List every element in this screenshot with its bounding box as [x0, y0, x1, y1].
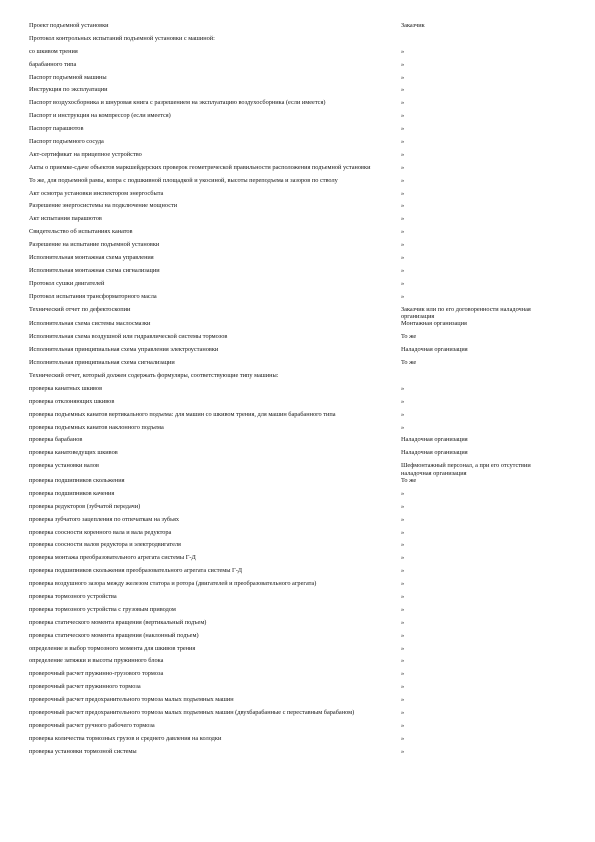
table-row [29, 61, 574, 74]
document-item: проверочный расчет предохранительного тормоза малых подъемных машин (двухбарабанные с переставным барабаном) [29, 709, 355, 717]
document-item: проверка отклоняющих шкивов [29, 397, 115, 405]
document-item: со шкивом трения [29, 47, 78, 55]
document-item: Исполнительная схема системы маслосмазки [29, 320, 151, 328]
responsible-party: » [401, 241, 405, 249]
document-item: проверочный расчет пружинного тормоза [29, 683, 141, 691]
table-row [29, 606, 574, 619]
table-row [29, 280, 574, 293]
table-row [29, 320, 574, 333]
table-row [29, 436, 574, 449]
responsible-party: » [401, 150, 405, 158]
document-item: проверка соосности коренного вала и вала редуктора [29, 528, 172, 536]
document-item: проверка канатоведущих шкивов [29, 449, 118, 457]
responsible-party: » [401, 384, 405, 392]
document-item: Паспорт воздухосборника и шнуровая книга с разрешением на эксплуатацию воздухосборника (если имеется) [29, 99, 326, 107]
table-row [29, 372, 574, 385]
document-item: проверка подшипников скольжения [29, 477, 125, 485]
table-row [29, 35, 574, 48]
responsible-party: » [401, 125, 405, 133]
responsible-party: » [401, 86, 405, 94]
table-row [29, 722, 574, 735]
document-item: проверка барабанов [29, 436, 83, 444]
document-item: проверка тормозного устройства с грузовым приводом [29, 605, 176, 613]
table-row [29, 215, 574, 228]
document-item: Исполнительная схема воздушной или гидравлической системы тормозов [29, 333, 228, 341]
responsible-party: Наладочная организация [401, 436, 468, 444]
responsible-party: » [401, 228, 405, 236]
table-row [29, 359, 574, 372]
responsible-party: » [401, 138, 405, 146]
responsible-party: » [401, 73, 405, 81]
responsible-party: » [401, 502, 405, 510]
responsible-party: » [401, 176, 405, 184]
table-row [29, 632, 574, 645]
responsible-party: То же [401, 333, 417, 341]
responsible-party: » [401, 528, 405, 536]
document-item: Проект подъемной установки [29, 22, 109, 29]
table-row [29, 398, 574, 411]
table-row [29, 306, 574, 321]
responsible-party: » [401, 112, 405, 120]
document-item: проверка подъемных канатов вертикального подъема: для машин со шкивом трения, для машин барабанного типа [29, 410, 336, 418]
table-row [29, 241, 574, 254]
responsible-party: Монтажная организация [401, 320, 467, 328]
table-row [29, 151, 574, 164]
document-item: Технический отчет, который должен содержать формуляры, соответствующие типу машины: [29, 371, 279, 379]
document-item: проверка подшипников качения [29, 489, 115, 497]
responsible-party: » [401, 266, 405, 274]
document-item: проверка подъемных канатов наклонного подъема [29, 423, 164, 431]
table-row [29, 74, 574, 87]
table-row [29, 449, 574, 462]
document-item: Исполнительная принципиальная схема управления электроустановки [29, 346, 219, 354]
document-item: проверка статического момента вращения (наклонный подъем) [29, 631, 199, 639]
document-item: проверка установки тормозной системы [29, 747, 137, 755]
document-item: Паспорт и инструкция на компрессор (если имеется) [29, 112, 171, 120]
responsible-party: » [401, 99, 405, 107]
document-item: проверочный расчет пружинно-грузового тормоза [29, 670, 164, 678]
responsible-party: » [401, 423, 405, 431]
table-row [29, 22, 574, 35]
responsible-party: » [401, 515, 405, 523]
document-item: проверка подшипников скольжения преобразовательного агрегата системы Г-Д [29, 567, 243, 575]
responsible-party: » [401, 709, 405, 717]
table-row [29, 267, 574, 280]
responsible-party: Заказчик [401, 22, 425, 29]
responsible-party: Заказчик или по его договоренности наладочная организация [401, 305, 531, 320]
table-row [29, 554, 574, 567]
table-row [29, 202, 574, 215]
responsible-party: » [401, 631, 405, 639]
responsible-party: » [401, 202, 405, 210]
document-item: Акт испытания парашютов [29, 215, 102, 223]
responsible-party: » [401, 163, 405, 171]
table-row [29, 645, 574, 658]
document-item: Разрешение на испытание подъемной установки [29, 241, 160, 249]
responsible-party: » [401, 618, 405, 626]
responsible-party: » [401, 215, 405, 223]
document-item: проверка зубчатого зацепления по отпечаткам на зубьях [29, 515, 180, 523]
responsible-party: » [401, 670, 405, 678]
responsible-party: » [401, 410, 405, 418]
document-item: Акт-сертификат на прицепное устройство [29, 150, 142, 158]
document-item: Протокол испытания трансформаторного масла [29, 292, 157, 300]
responsible-party: » [401, 567, 405, 575]
table-row [29, 164, 574, 177]
table-row [29, 477, 574, 490]
table-row [29, 735, 574, 748]
table-row [29, 228, 574, 241]
table-row [29, 125, 574, 138]
document-item: проверка соосности валов редуктора и электродвигателя [29, 541, 181, 549]
responsible-party: » [401, 721, 405, 729]
table-row [29, 424, 574, 437]
table-row [29, 541, 574, 554]
responsible-party: » [401, 657, 405, 665]
responsible-party: » [401, 489, 405, 497]
table-row [29, 709, 574, 722]
responsible-party: » [401, 580, 405, 588]
table-row [29, 48, 574, 61]
table-row [29, 177, 574, 190]
table-row [29, 346, 574, 359]
responsible-party: » [401, 554, 405, 562]
table-row [29, 385, 574, 398]
table-row [29, 619, 574, 632]
table-row [29, 293, 574, 306]
document-item: проверка воздушного зазора между железом статора и ротора (двигателей и преобразовательного агрегата) [29, 580, 317, 588]
document-item: определение затяжки и высоты пружинного блока [29, 657, 164, 665]
responsible-party: Наладочная организация [401, 449, 468, 457]
responsible-party: » [401, 254, 405, 262]
document-item: проверочный расчет предохранительного тормоза малых подъемных машин [29, 696, 234, 704]
responsibility-table [29, 22, 574, 761]
document-item: Акт осмотра установки инспектором энергосбыта [29, 189, 164, 197]
document-item: проверка статического момента вращения (вертикальный подъем) [29, 618, 207, 626]
table-row [29, 254, 574, 267]
responsible-party: » [401, 734, 405, 742]
document-item: проверка редукторов (зубчатой передачи) [29, 502, 141, 510]
responsible-party: » [401, 189, 405, 197]
document-item: проверочный расчет ручного рабочего тормоза [29, 721, 155, 729]
table-row [29, 567, 574, 580]
table-row [29, 99, 574, 112]
table-row [29, 748, 574, 761]
document-item: проверка установки валов [29, 462, 99, 470]
document-item: Технический отчет по дефектоскопии [29, 305, 131, 313]
responsible-party: » [401, 605, 405, 613]
document-item: Исполнительная монтажная схема сигнализации [29, 266, 160, 274]
document-item: Акты о приемке-сдаче объектов маркшейдерских проверок геометрической правильности расположения подъемной установки [29, 163, 371, 171]
responsible-party: » [401, 644, 405, 652]
document-item: Исполнительная принципиальная схема сигнализации [29, 359, 175, 367]
responsible-party: » [401, 279, 405, 287]
table-row [29, 333, 574, 346]
document-item: Протокол контрольных испытаний подъемной установки с машиной: [29, 34, 215, 42]
document-item: барабанного типа [29, 60, 77, 68]
table-row [29, 190, 574, 203]
responsible-party: То же [401, 359, 417, 367]
table-row [29, 490, 574, 503]
table-row [29, 516, 574, 529]
document-item: Инструкция по эксплуатации [29, 86, 108, 94]
responsible-party: » [401, 541, 405, 549]
document-item: Паспорт подъемного сосуда [29, 138, 104, 146]
table-row [29, 411, 574, 424]
responsible-party: » [401, 47, 405, 55]
table-row [29, 657, 574, 670]
responsible-party: Шефмонтажный персонал, а при его отсутствии наладочная организация [401, 462, 531, 477]
document-item: Паспорт подъемной машины [29, 73, 107, 81]
responsible-party: » [401, 593, 405, 601]
responsible-party: » [401, 683, 405, 691]
responsible-party: » [401, 292, 405, 300]
responsible-party: » [401, 397, 405, 405]
responsible-party: » [401, 747, 405, 755]
document-item: Исполнительная монтажная схема управления [29, 254, 154, 262]
table-row [29, 696, 574, 709]
document-item: Паспорт парашютов [29, 125, 84, 133]
document-item: Протокол сушки двигателей [29, 279, 105, 287]
document-item: Разрешение энергосистемы на подключение мощности [29, 202, 178, 210]
document-item: проверка количества тормозных грузов и среднего давления на колодки [29, 734, 222, 742]
responsible-party: Наладочная организация [401, 346, 468, 354]
responsible-party: » [401, 696, 405, 704]
table-row [29, 503, 574, 516]
table-row [29, 112, 574, 125]
table-row [29, 86, 574, 99]
table-row [29, 580, 574, 593]
table-row [29, 462, 574, 477]
responsible-party: » [401, 60, 405, 68]
document-item: проверка монтажа преобразовательного агрегата системы Г-Д [29, 554, 196, 562]
table-row [29, 670, 574, 683]
document-item: определение и выбор тормозного момента для шкивов трения [29, 644, 196, 652]
responsible-party: То же [401, 477, 417, 485]
document-item: То же, для подъемной рамы, копра с подшкивной площадкой и укосиной, высоты переподъема и зазоров по стволу [29, 176, 338, 184]
table-row [29, 138, 574, 151]
table-row [29, 593, 574, 606]
table-row [29, 683, 574, 696]
table-row [29, 529, 574, 542]
document-item: проверка канатных шкивов [29, 384, 103, 392]
document-item: проверка тормозного устройства [29, 593, 117, 601]
document-item: Свидетельство об испытаниях канатов [29, 228, 133, 236]
